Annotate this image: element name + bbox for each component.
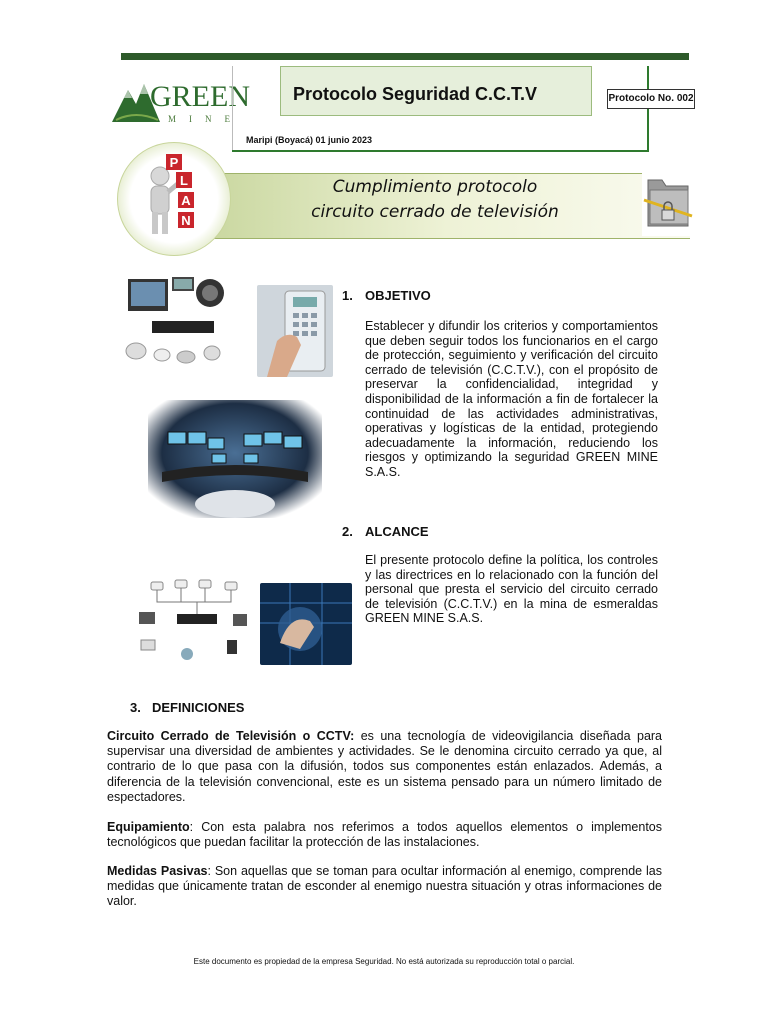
definition-equipamiento	[107, 820, 662, 850]
svg-text:P: P	[169, 155, 179, 170]
keypad-access-image	[257, 285, 333, 377]
svg-text:N: N	[181, 213, 191, 228]
cctv-equipment-image	[122, 273, 230, 373]
svg-text:L: L	[180, 173, 188, 188]
plan-figure-icon	[138, 152, 208, 240]
definition-term: Circuito Cerrado de Televisión o CCTV:	[107, 729, 355, 743]
page-title: Protocolo Seguridad C.C.T.V	[293, 84, 538, 104]
section-objetivo-number: 1.	[342, 288, 353, 303]
banner-title-line2: circuito cerrado de televisión	[311, 202, 559, 222]
section-objetivo-text: Establecer y difundir los criterios y comportamientos que deben seguir todos los funcionarios en el cargo de protección, seguimiento y verificación del circuito cerrado de televisión (C.C.T.V.), con el propósito de preservar la confidencialidad, integridad y disponibilidad de la información a fin de fortalecer la continuidad de las actividades administrativas, operativas y logísticas de la entidad, protegiendo adecuadamente la información, reduciendo los riesgos y optimizando la seguridad GREEN MINE S.A.S.	[365, 319, 658, 479]
cctv-network-diagram-image	[137, 578, 255, 664]
section-alcance-title: ALCANCE	[365, 524, 429, 539]
banner-title	[290, 175, 580, 225]
definition-term: Medidas Pasivas	[107, 864, 208, 878]
section-definiciones-title: DEFINICIONES	[152, 700, 245, 715]
definition-text: : Con esta palabra nos referimos a todos aquellos elementos o implementos tecnológicos que puedan facilitar la protección de las instalaciones.	[107, 820, 662, 850]
section-alcance-text: El presente protocolo define la política, los controles y las directrices en lo relacionado con la función del personal que presta el servicio del circuito cerrado de televisión (C.C.T.V.) en la mina de esmeraldas GREEN MINE S.A.S.	[365, 553, 658, 626]
header-divider	[232, 66, 233, 150]
definition-term: Equipamiento	[107, 820, 190, 834]
logo-name: GREEN	[150, 80, 250, 113]
document-date: Maripi (Boyacá) 01 junio 2023	[246, 135, 373, 145]
section-alcance-number: 2.	[342, 524, 353, 539]
definition-cctv	[107, 729, 662, 805]
svg-text:A: A	[181, 193, 191, 208]
biometric-touch-image	[260, 583, 352, 665]
definition-medidas-pasivas	[107, 864, 662, 910]
locked-folder-icon	[642, 170, 694, 236]
header-top-bar	[121, 53, 689, 60]
section-definiciones-number: 3.	[130, 700, 141, 715]
logo-sub: MINE	[168, 114, 243, 124]
banner-title-line1: Cumplimiento protocolo	[332, 177, 538, 197]
page-footer: Este documento es propiedad de la empresa Seguridad. No está autorizada su reproducción total o parcial.	[193, 957, 575, 966]
section-objetivo-title: OBJETIVO	[365, 288, 431, 303]
definition-text: : Son aquellas que se toman para ocultar información al enemigo, comprende las medidas que únicamente tratan de esconder al enemigo nuestra situación y otras informaciones de valor.	[107, 864, 662, 909]
definition-text: es una tecnología de videovigilancia diseñada para supervisar una diversidad de ambientes y actividades. Se le denomina circuito cerrado ya que, al contrario de lo que pasa con la difusión, todos sus componentes están enlazados. Además, a diferencia de la televisión convencional, este es un sistema pensado para un número limitado de espectadores.	[107, 729, 663, 804]
control-room-image	[148, 400, 322, 518]
protocol-number: Protocolo No. 002	[607, 89, 695, 109]
